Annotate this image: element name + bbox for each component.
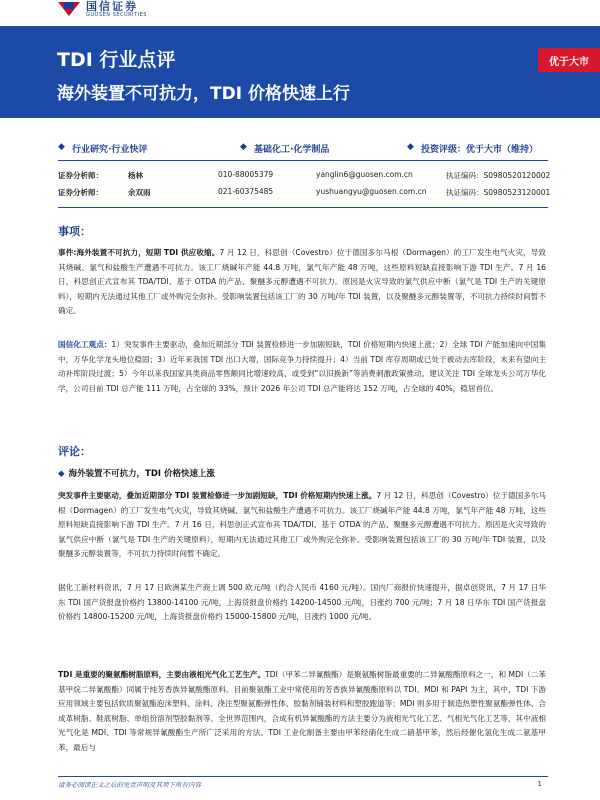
- report-sector: 基础化工·化学制品: [254, 145, 330, 155]
- analyst-email[interactable]: yushuangyu@guosen.com.cn: [316, 187, 427, 196]
- review-paragraph-1: [58, 489, 546, 562]
- review-heading: 评论：: [58, 445, 91, 458]
- report-title: TDI 行业点评: [57, 49, 176, 71]
- analyst-divider: [58, 207, 548, 208]
- footer-divider: [58, 776, 548, 777]
- events-paragraph-2: [58, 338, 546, 396]
- analyst-row: [58, 170, 551, 187]
- review-p3-body: TDI（甲苯二异氰酸酯）是聚氨酯树脂最重要的二异氰酸酯原料之一，和 MDI（二苯基甲烷二异氰酸酯）同属于纯芳香族异氰酸酯原料。目前聚氨酯工业中常使用的芳香族异氰酸酯原料以 TDI、MDI 和 PAPI 为主，其中，TDI 下游应用领域主要包括软质聚氨酯泡沫塑料、涂料、浇注型聚氨酯弹性体、胶黏剂铺装材料和塑胶跑道等；MDI 则多用于制造热塑性聚氨酯弹性体、合成革树脂、鞋底树脂、单组份溶剂型胶黏剂等。全世界范围内，合成有机异氰酸酯的方法主要分为液相光气化工艺、气相光气化工艺等，其中液相光气化是 MDI、TDI 等常规异氰酸酯生产所广泛采用的方法。TDI 工业化制备主要由甲苯经硝化生成二硝基甲苯，然后经催化氢化生成二氨基甲苯，最后与: [58, 670, 546, 752]
- analyst-cert: 执证编码：S0980523120001: [446, 188, 551, 197]
- analyst-phone: 010-88005379: [218, 170, 274, 179]
- rating-tag: 优于大市: [538, 48, 600, 72]
- report-subtitle: 海外装置不可抗力，TDI 价格快速上行: [57, 84, 350, 104]
- subheading-diamond-icon: ◆: [58, 469, 65, 479]
- analyst-role: 证券分析师：: [58, 171, 103, 180]
- review-p1-body: 7 月 12 日，科思创（Covestro）位于德国多尔马根（Dormagen）的工厂发生电气火灾，导致其烧碱、氯气和盐酸生产遭遇不可抗力。该工厂烧碱年产能 44.8 万吨，氯气年产能 48 万吨，这些原料短缺直接影响下游 TDI 生产。7 月 16 日，科思创正式宣布其 TDA/TDI、基于 OTDA 的产品、聚醚多元醇遭遇不可抗力。原因是火灾导致的氯气供应中断（氯气是 TDI 生产的关键原料），短期内无法通过其他工厂或外购完全弥补。受影响装置包括该工厂的 30 万吨/年 TDI 装置，以及聚醚多元醇装置等，不可抗力持续时间暂不确定。: [58, 491, 547, 559]
- meta-divider: [58, 160, 548, 161]
- analyst-phone: 021-60375485: [218, 187, 274, 196]
- page-number: 1: [537, 780, 542, 788]
- events-p2-lead: 国信化工观点：: [58, 340, 112, 349]
- analyst-row: [58, 187, 551, 204]
- category-diamond-icon: ◆: [58, 142, 65, 152]
- analyst-name: 余双雨: [128, 188, 151, 197]
- analyst-role: 证券分析师：: [58, 188, 103, 197]
- analyst-table: [58, 170, 551, 204]
- analyst-email[interactable]: yanglin6@guosen.com.cn: [316, 170, 413, 179]
- events-paragraph-1: [58, 246, 546, 319]
- brand-name-cn: 国信证券: [86, 0, 138, 13]
- review-p1-lead: 突发事件主要驱动，叠加近期部分 TDI 装置检修进一步加剧短缺，TDI 价格短期内快速上涨。: [58, 491, 377, 500]
- title-banner: [0, 26, 600, 118]
- review-paragraph-2: 据化工新材料资讯，7 月 17 日欧洲某生产商上调 500 欧元/吨（约合人民币 4160 元/吨）。国内厂商报价快速提升，据卓创资讯，7 月 17 日华东 TDI 国产货报盘价格约 13800-14100 元/吨，上海货报盘价格约 14200-14500 元/吨，日涨约 700 元/吨；7 月 18 日华东 TDI 国产货报盘价格约 14800-15200 元/吨，上海货报盘价格约 15000-15800 元/吨，日涨约 1000 元/吨。: [58, 583, 546, 622]
- review-p3-lead: TDI 是重要的聚氨酯树脂原料，主要由液相光气化工艺生产。: [58, 670, 266, 679]
- brand-name-en: GUOSEN SECURITIES: [86, 11, 147, 18]
- investment-rating: 投资评级：优于大市（维持）: [421, 145, 539, 155]
- review-subheading: [58, 467, 215, 479]
- events-heading: 事项：: [58, 225, 91, 238]
- sector-diamond-icon: ◆: [240, 142, 247, 152]
- footer-disclaimer: 请务必阅读正文之后的免责声明及其项下所有内容: [58, 781, 201, 789]
- guosen-logo-icon: [58, 2, 80, 16]
- review-paragraph-3: [58, 668, 546, 756]
- events-p1-body: 7 月 12 日，科思创（Covestro）位于德国多尔马根（Dormagen）的工厂发生电气火灾，导致其烧碱、氯气和盐酸生产遭遇不可抗力。该工厂烧碱年产能 44.8 万吨，氯气年产能 48 万吨，这些原料短缺直接影响下游 TDI 生产。7 月 16 日，科思创正式宣布其 TDA/TDI、基于 OTDA 的产品、聚醚多元醇遭遇不可抗力。原因是火灾导致的氯气供应中断（氯气是 TDI 生产的关键原料），短期内无法通过其他工厂或外购完全弥补。受影响装置包括该工厂的 30 万吨/年 TDI 装置，以及聚醚多元醇装置等，不可抗力持续时间暂不确定。: [58, 248, 547, 316]
- review-subheading-text: 海外装置不可抗力，TDI 价格快速上涨: [68, 469, 216, 479]
- brand-logo: [58, 0, 147, 18]
- analyst-cert: 执证编码：S0980520120002: [446, 171, 551, 180]
- analyst-name: 杨林: [128, 171, 143, 180]
- report-category: 行业研究·行业快评: [72, 145, 148, 155]
- events-p2-body: 1）突发事件主要驱动，叠加近期部分 TDI 装置检修进一步加剧短缺，TDI 价格短期内快速上涨；2）全球 TDI 产能加速向中国集中，万华化学龙头地位稳固；3）近年来我国 TDI 出口大增，国际竞争力持续提升；4）当前 TDI 库存周期或已处于被动去库阶段，未来有望向主动补库阶段过渡；5）今年以来我国家具类商品零售额同比增速较高，或受到“以旧换新”等消费刺激政策推动。建议关注 TDI 全球龙头公司万华化学，公司目前 TDI 总产能 111 万吨，占全球的 33%，预计 2026 年公司 TDI 总产能将达 152 万吨，占全球的 40%，稳居首位。: [58, 340, 546, 393]
- rating-diamond-icon: ◆: [407, 142, 414, 152]
- events-p1-lead: 事件:海外装置不可抗力，短期 TDI 供应收缩。: [58, 248, 220, 257]
